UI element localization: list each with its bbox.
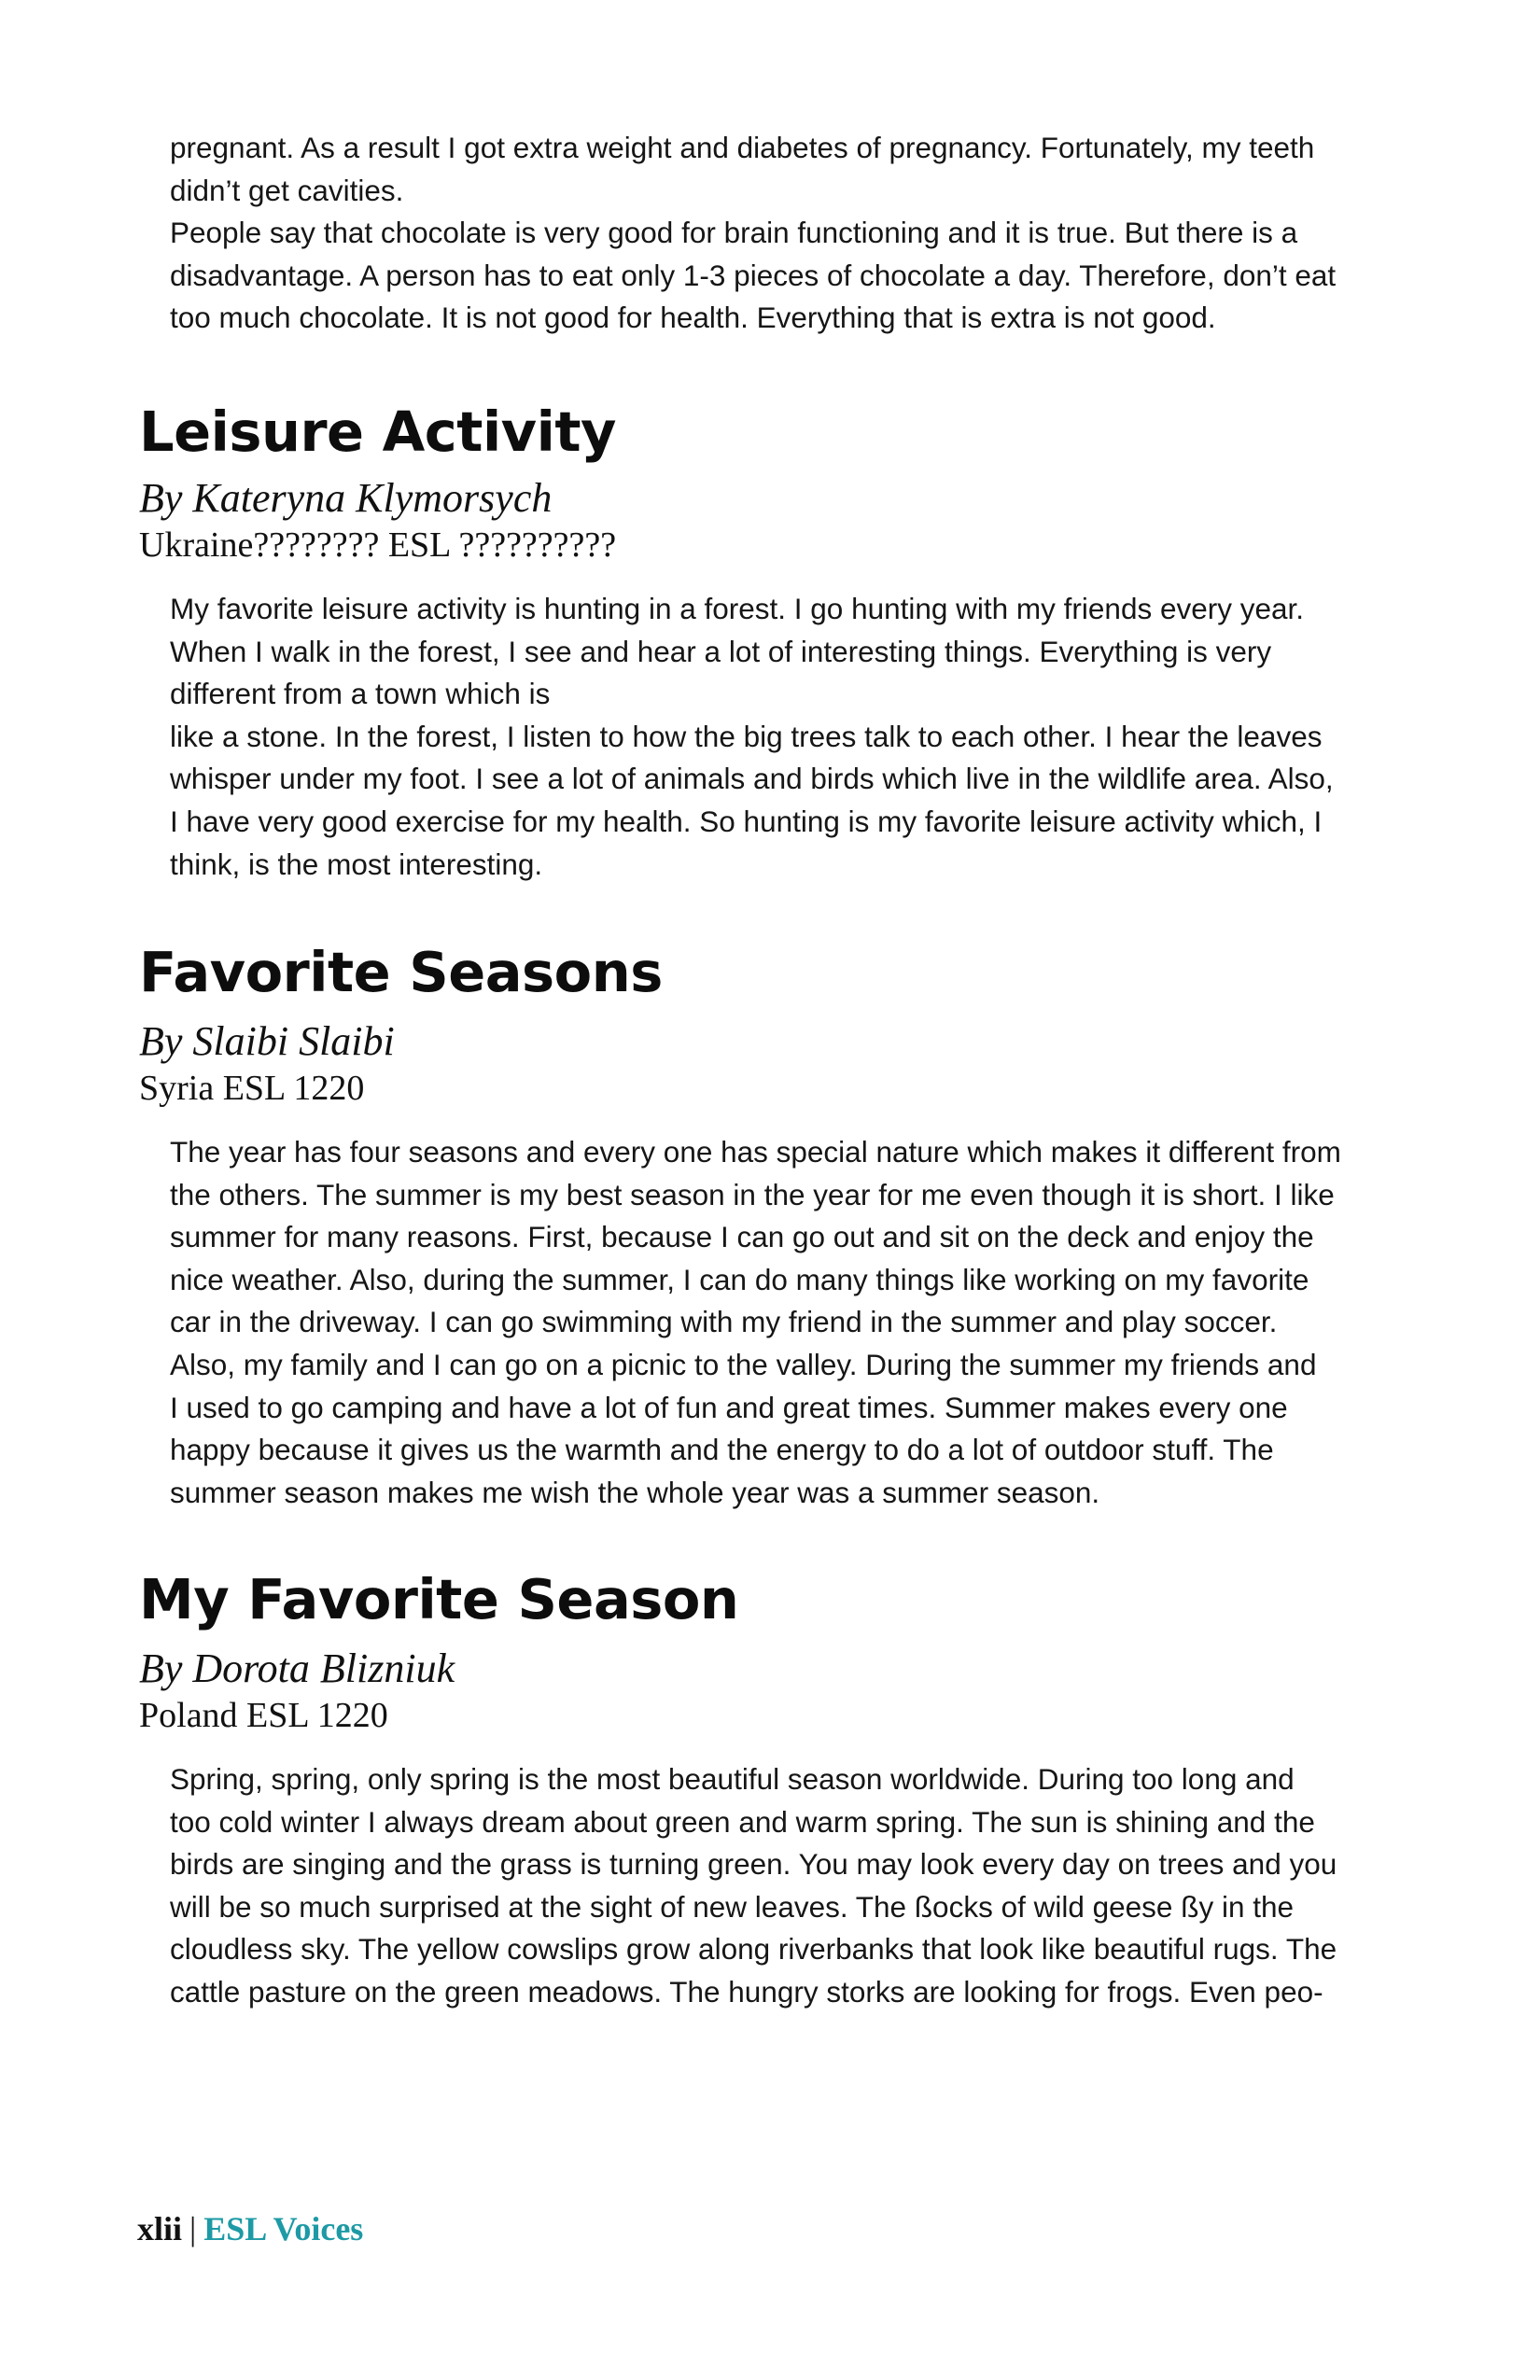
essay-title: Favorite Seasons xyxy=(139,940,663,1004)
text-line: Also, my family and I can go on a picnic to the valley. During the summer my friends and xyxy=(170,1347,1317,1381)
text-line: will be so much surprised at the sight of new leaves. The ßocks of wild geese ßy in the xyxy=(170,1889,1294,1924)
text-line: pregnant. As a result I got extra weight and diabetes of pregnancy. Fortunately, my teeth xyxy=(170,131,1315,164)
essay-body xyxy=(170,588,1393,886)
text-line: think, is the most interesting. xyxy=(170,847,543,881)
book-title: ESL Voices xyxy=(203,2210,364,2247)
text-line: different from a town which is xyxy=(170,677,551,711)
text-line: the others. The summer is my best season in the year for me even though it is short. I like xyxy=(170,1177,1335,1211)
text-line: whisper under my foot. I see a lot of animals and birds which live in the wildlife area. Also, xyxy=(170,762,1334,796)
essay-title: Leisure Activity xyxy=(139,399,617,464)
text-line: summer season makes me wish the whole year was a summer season. xyxy=(170,1475,1100,1509)
text-line: The year has four seasons and every one has special nature which makes it different from xyxy=(170,1135,1341,1169)
text-line: didn’t get cavities. xyxy=(170,173,404,207)
text-line: cattle pasture on the green meadows. The hungry storks are looking for frogs. Even peo- xyxy=(170,1974,1323,2009)
text-line: birds are singing and the grass is turning green. You may look every day on trees and you xyxy=(170,1847,1337,1882)
text-line: summer for many reasons. First, because I can go out and sit on the deck and enjoy the xyxy=(170,1220,1314,1254)
text-line: happy because it gives us the warmth and the energy to do a lot of outdoor stuff. The xyxy=(170,1433,1274,1467)
text-line: When I walk in the forest, I see and hear a lot of interesting things. Everything is very xyxy=(170,634,1272,668)
text-line: too cold winter I always dream about green and warm spring. The sun is shining and the xyxy=(170,1804,1315,1839)
text-line: nice weather. Also, during the summer, I can do many things like working on my favorite xyxy=(170,1262,1309,1296)
essay-body xyxy=(170,1131,1393,1514)
essay-origin: Syria ESL 1220 xyxy=(139,1069,365,1108)
footer-separator: | xyxy=(189,2210,197,2247)
text-line: My favorite leisure activity is hunting in a forest. I go hunting with my friends every year. xyxy=(170,592,1305,625)
page-number: xlii xyxy=(137,2210,183,2247)
text-line: car in the driveway. I can go swimming with my friend in the summer and play soccer. xyxy=(170,1305,1278,1339)
essay-title: My Favorite Season xyxy=(139,1567,739,1631)
text-line: like a stone. In the forest, I listen to how the big trees talk to each other. I hear the leaves xyxy=(170,719,1323,753)
essay-byline: By Dorota Blizniuk xyxy=(139,1645,455,1691)
essay-origin: Poland ESL 1220 xyxy=(139,1696,388,1735)
essay-origin: Ukraine???????? ESL ?????????? xyxy=(139,525,617,565)
essay-body xyxy=(170,1758,1393,2014)
essay-byline: By Slaibi Slaibi xyxy=(139,1018,395,1064)
text-line: People say that chocolate is very good for brain functioning and it is true. But there is a xyxy=(170,216,1298,250)
intro-paragraph xyxy=(170,127,1393,340)
essay-byline: By Kateryna Klymorsych xyxy=(139,475,553,521)
page-footer xyxy=(137,2206,363,2251)
text-line: I used to go camping and have a lot of fun and great times. Summer makes every one xyxy=(170,1390,1288,1424)
text-line: disadvantage. A person has to eat only 1-3 pieces of chocolate a day. Therefore, don’t eat xyxy=(170,258,1337,292)
text-line: I have very good exercise for my health. So hunting is my favorite leisure activity which, I xyxy=(170,804,1323,838)
text-line: cloudless sky. The yellow cowslips grow along riverbanks that look like beautiful rugs. The xyxy=(170,1932,1337,1967)
text-line: Spring, spring, only spring is the most beautiful season worldwide. During too long and xyxy=(170,1762,1295,1796)
text-line: too much chocolate. It is not good for health. Everything that is extra is not good. xyxy=(170,301,1216,335)
